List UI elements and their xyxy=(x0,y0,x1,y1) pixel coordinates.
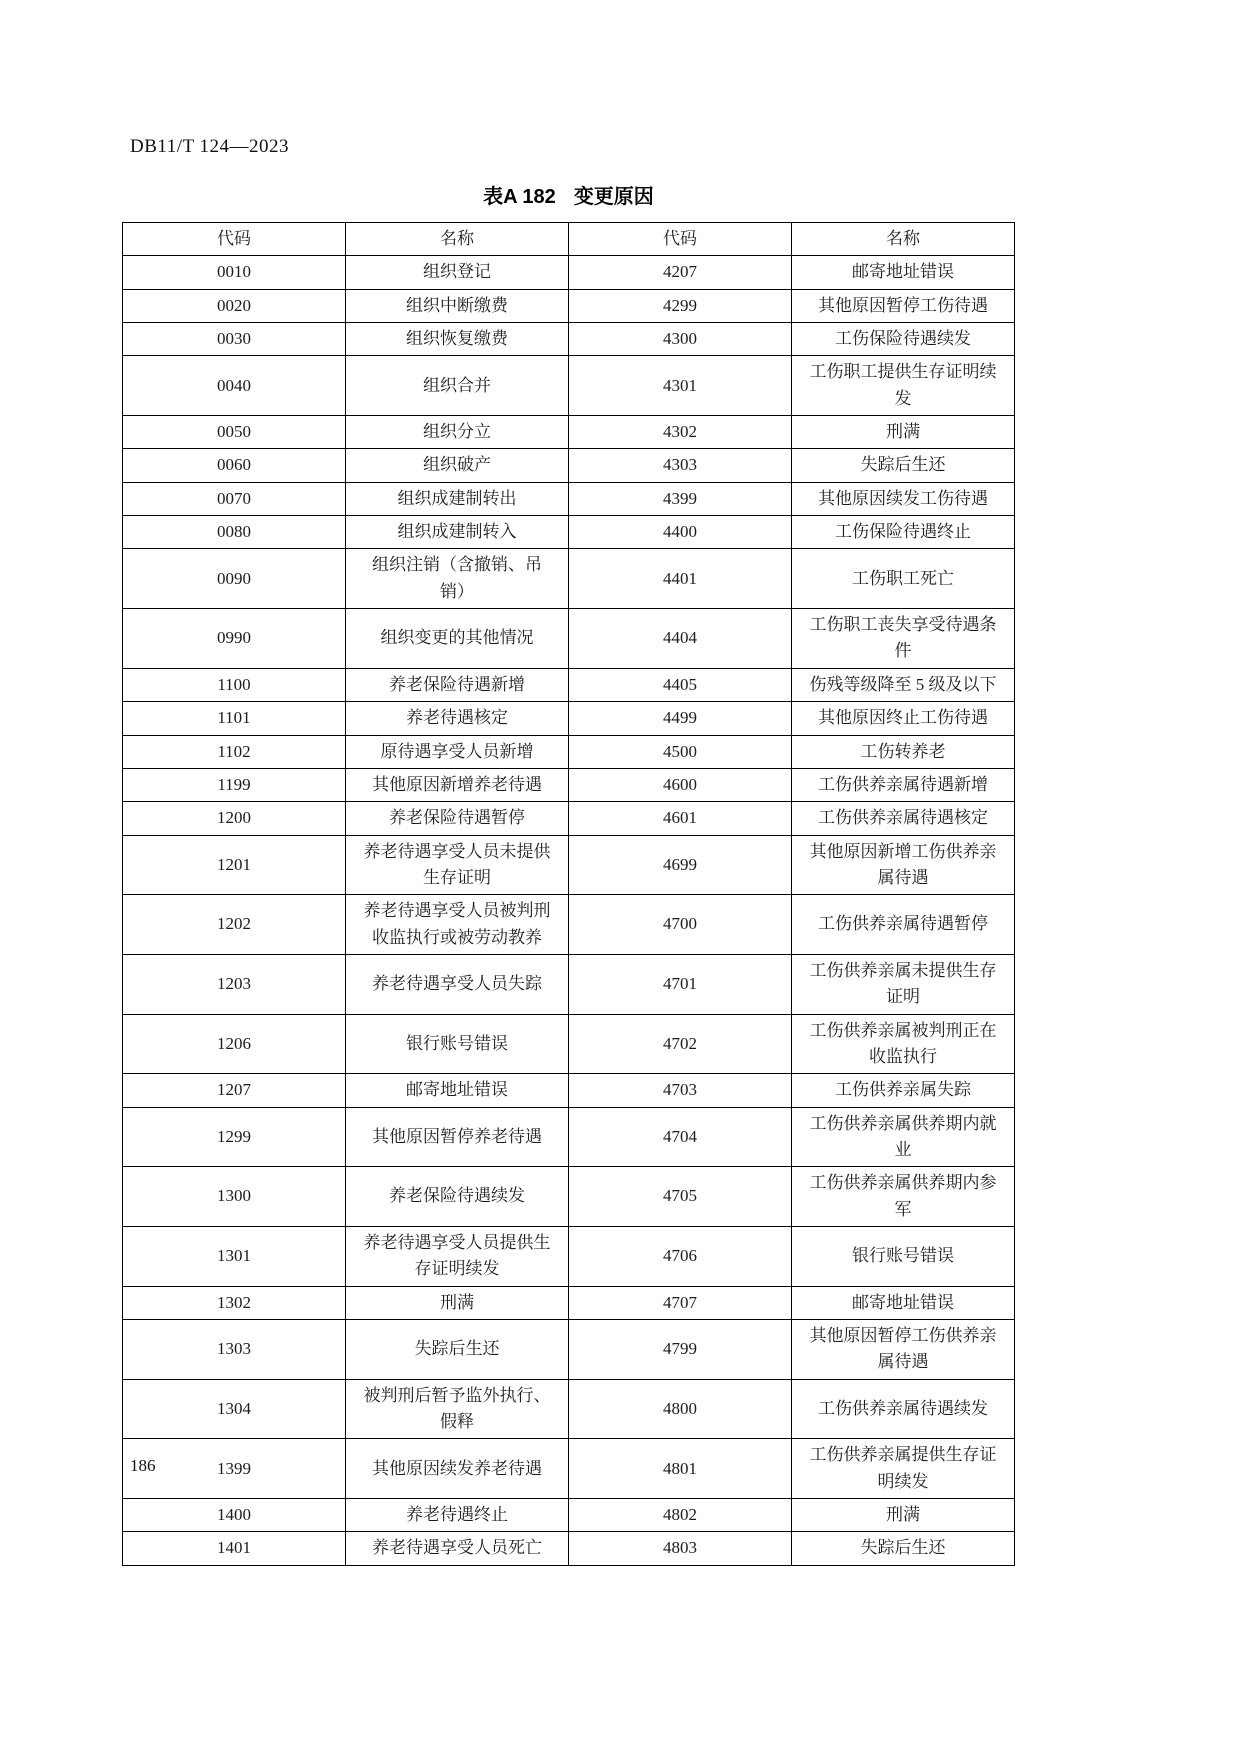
name-cell: 刑满 xyxy=(792,416,1015,449)
table-row xyxy=(123,1499,1015,1532)
name-cell: 伤残等级降至 5 级及以下 xyxy=(792,668,1015,701)
code-cell: 1302 xyxy=(123,1286,346,1319)
name-cell: 养老待遇终止 xyxy=(346,1499,569,1532)
name-cell: 其他原因暂停工伤供养亲属待遇 xyxy=(792,1320,1015,1380)
code-cell: 1201 xyxy=(123,835,346,895)
table-row xyxy=(123,1014,1015,1074)
code-cell: 4699 xyxy=(569,835,792,895)
name-cell: 其他原因终止工伤待遇 xyxy=(792,702,1015,735)
table-row xyxy=(123,516,1015,549)
code-cell: 1206 xyxy=(123,1014,346,1074)
table-row xyxy=(123,289,1015,322)
name-cell: 养老待遇享受人员提供生存证明续发 xyxy=(346,1227,569,1287)
name-cell: 其他原因续发养老待遇 xyxy=(346,1439,569,1499)
code-cell: 4799 xyxy=(569,1320,792,1380)
code-cell: 4705 xyxy=(569,1167,792,1227)
code-cell: 4800 xyxy=(569,1379,792,1439)
code-cell: 4803 xyxy=(569,1532,792,1565)
table-row xyxy=(123,735,1015,768)
name-cell: 刑满 xyxy=(792,1499,1015,1532)
table-number: 表A 182 xyxy=(483,186,556,208)
name-cell: 其他原因新增养老待遇 xyxy=(346,768,569,801)
table-row xyxy=(123,323,1015,356)
name-cell: 养老待遇核定 xyxy=(346,702,569,735)
code-cell: 1203 xyxy=(123,954,346,1014)
code-cell: 0010 xyxy=(123,256,346,289)
code-cell: 4802 xyxy=(569,1499,792,1532)
page-number: 186 xyxy=(130,1456,156,1475)
code-cell: 4302 xyxy=(569,416,792,449)
code-cell: 0080 xyxy=(123,516,346,549)
name-cell: 原待遇享受人员新增 xyxy=(346,735,569,768)
name-cell: 其他原因续发工伤待遇 xyxy=(792,482,1015,515)
name-cell: 工伤供养亲属未提供生存证明 xyxy=(792,954,1015,1014)
name-cell: 组织恢复缴费 xyxy=(346,323,569,356)
code-cell: 1303 xyxy=(123,1320,346,1380)
code-cell: 4400 xyxy=(569,516,792,549)
document-header: DB11/T 124—2023 xyxy=(130,136,289,157)
name-cell: 邮寄地址错误 xyxy=(792,256,1015,289)
column-header-name: 名称 xyxy=(346,223,569,256)
name-cell: 组织登记 xyxy=(346,256,569,289)
table-row xyxy=(123,449,1015,482)
code-cell: 4801 xyxy=(569,1439,792,1499)
name-cell: 组织变更的其他情况 xyxy=(346,609,569,669)
table-row xyxy=(123,768,1015,801)
table-row xyxy=(123,1227,1015,1287)
table-row xyxy=(123,1439,1015,1499)
code-cell: 4600 xyxy=(569,768,792,801)
name-cell: 养老保险待遇暂停 xyxy=(346,802,569,835)
name-cell: 养老保险待遇续发 xyxy=(346,1167,569,1227)
code-cell: 1300 xyxy=(123,1167,346,1227)
name-cell: 养老待遇享受人员未提供生存证明 xyxy=(346,835,569,895)
name-cell: 工伤供养亲属供养期内参军 xyxy=(792,1167,1015,1227)
code-cell: 4401 xyxy=(569,549,792,609)
table-row xyxy=(123,1107,1015,1167)
code-cell: 1102 xyxy=(123,735,346,768)
table-row xyxy=(123,702,1015,735)
name-cell: 工伤职工死亡 xyxy=(792,549,1015,609)
name-cell: 工伤供养亲属供养期内就业 xyxy=(792,1107,1015,1167)
table-header-row xyxy=(123,223,1015,256)
code-cell: 1199 xyxy=(123,768,346,801)
name-cell: 其他原因暂停养老待遇 xyxy=(346,1107,569,1167)
column-header-name: 名称 xyxy=(792,223,1015,256)
code-cell: 1299 xyxy=(123,1107,346,1167)
table-body xyxy=(123,256,1015,1565)
code-cell: 4207 xyxy=(569,256,792,289)
code-cell: 0030 xyxy=(123,323,346,356)
name-cell: 组织中断缴费 xyxy=(346,289,569,322)
code-cell: 4399 xyxy=(569,482,792,515)
name-cell: 工伤职工提供生存证明续发 xyxy=(792,356,1015,416)
code-cell: 0020 xyxy=(123,289,346,322)
table-row xyxy=(123,1379,1015,1439)
name-cell: 工伤供养亲属待遇暂停 xyxy=(792,895,1015,955)
code-cell: 1400 xyxy=(123,1499,346,1532)
code-cell: 0090 xyxy=(123,549,346,609)
table-row xyxy=(123,256,1015,289)
name-cell: 养老待遇享受人员死亡 xyxy=(346,1532,569,1565)
code-cell: 1401 xyxy=(123,1532,346,1565)
name-cell: 银行账号错误 xyxy=(792,1227,1015,1287)
name-cell: 失踪后生还 xyxy=(792,1532,1015,1565)
name-cell: 工伤转养老 xyxy=(792,735,1015,768)
table-row xyxy=(123,1320,1015,1380)
column-header-code: 代码 xyxy=(569,223,792,256)
code-cell: 4405 xyxy=(569,668,792,701)
table-row xyxy=(123,416,1015,449)
code-cell: 4299 xyxy=(569,289,792,322)
code-cell: 4499 xyxy=(569,702,792,735)
code-cell: 1100 xyxy=(123,668,346,701)
table-row xyxy=(123,895,1015,955)
table-row xyxy=(123,1074,1015,1107)
name-cell: 其他原因暂停工伤待遇 xyxy=(792,289,1015,322)
code-cell: 1304 xyxy=(123,1379,346,1439)
code-cell: 4303 xyxy=(569,449,792,482)
name-cell: 失踪后生还 xyxy=(346,1320,569,1380)
code-cell: 1101 xyxy=(123,702,346,735)
name-cell: 组织合并 xyxy=(346,356,569,416)
name-cell: 工伤供养亲属提供生存证明续发 xyxy=(792,1439,1015,1499)
table-row xyxy=(123,609,1015,669)
code-cell: 0990 xyxy=(123,609,346,669)
name-cell: 失踪后生还 xyxy=(792,449,1015,482)
code-cell: 4601 xyxy=(569,802,792,835)
table-title xyxy=(122,180,1015,209)
code-cell: 1200 xyxy=(123,802,346,835)
name-cell: 工伤供养亲属待遇续发 xyxy=(792,1379,1015,1439)
table-title-text: 变更原因 xyxy=(573,186,654,208)
table-row xyxy=(123,1532,1015,1565)
name-cell: 被判刑后暂予监外执行、假释 xyxy=(346,1379,569,1439)
name-cell: 银行账号错误 xyxy=(346,1014,569,1074)
table-row xyxy=(123,1167,1015,1227)
code-cell: 4301 xyxy=(569,356,792,416)
name-cell: 组织注销（含撤销、吊销） xyxy=(346,549,569,609)
name-cell: 邮寄地址错误 xyxy=(792,1286,1015,1319)
name-cell: 工伤供养亲属待遇核定 xyxy=(792,802,1015,835)
code-cell: 4300 xyxy=(569,323,792,356)
code-cell: 4703 xyxy=(569,1074,792,1107)
code-cell: 4500 xyxy=(569,735,792,768)
name-cell: 邮寄地址错误 xyxy=(346,1074,569,1107)
code-cell: 0070 xyxy=(123,482,346,515)
code-cell: 4701 xyxy=(569,954,792,1014)
code-cell: 1301 xyxy=(123,1227,346,1287)
change-reason-table xyxy=(122,222,1015,1566)
name-cell: 工伤供养亲属被判刑正在收监执行 xyxy=(792,1014,1015,1074)
table-row xyxy=(123,954,1015,1014)
name-cell: 工伤保险待遇续发 xyxy=(792,323,1015,356)
name-cell: 工伤供养亲属失踪 xyxy=(792,1074,1015,1107)
name-cell: 养老保险待遇新增 xyxy=(346,668,569,701)
name-cell: 组织分立 xyxy=(346,416,569,449)
name-cell: 组织成建制转入 xyxy=(346,516,569,549)
code-cell: 1207 xyxy=(123,1074,346,1107)
code-cell: 4707 xyxy=(569,1286,792,1319)
column-header-code: 代码 xyxy=(123,223,346,256)
name-cell: 养老待遇享受人员失踪 xyxy=(346,954,569,1014)
name-cell: 组织破产 xyxy=(346,449,569,482)
code-cell: 1399 xyxy=(123,1439,346,1499)
table-row xyxy=(123,356,1015,416)
name-cell: 工伤保险待遇终止 xyxy=(792,516,1015,549)
code-cell: 4700 xyxy=(569,895,792,955)
code-cell: 0050 xyxy=(123,416,346,449)
name-cell: 刑满 xyxy=(346,1286,569,1319)
code-cell: 1202 xyxy=(123,895,346,955)
table-row xyxy=(123,802,1015,835)
table-row xyxy=(123,668,1015,701)
name-cell: 其他原因新增工伤供养亲属待遇 xyxy=(792,835,1015,895)
code-cell: 4704 xyxy=(569,1107,792,1167)
name-cell: 工伤供养亲属待遇新增 xyxy=(792,768,1015,801)
name-cell: 工伤职工丧失享受待遇条件 xyxy=(792,609,1015,669)
code-cell: 0040 xyxy=(123,356,346,416)
code-cell: 4404 xyxy=(569,609,792,669)
code-cell: 4706 xyxy=(569,1227,792,1287)
name-cell: 组织成建制转出 xyxy=(346,482,569,515)
table-row xyxy=(123,1286,1015,1319)
table-row xyxy=(123,482,1015,515)
code-cell: 0060 xyxy=(123,449,346,482)
table-row xyxy=(123,835,1015,895)
name-cell: 养老待遇享受人员被判刑收监执行或被劳动教养 xyxy=(346,895,569,955)
code-cell: 4702 xyxy=(569,1014,792,1074)
table-row xyxy=(123,549,1015,609)
